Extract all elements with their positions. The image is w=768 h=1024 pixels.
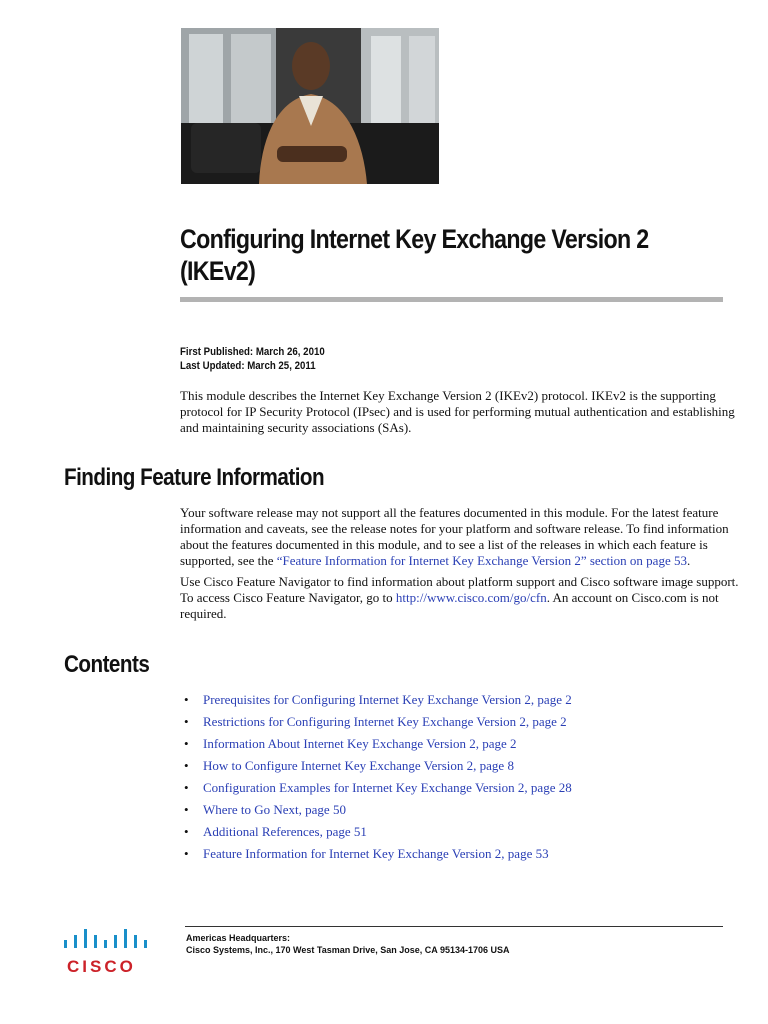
document-title: Configuring Internet Key Exchange Version 2 (IKEv2) <box>180 224 649 286</box>
finding-paragraph-2-text: Use Cisco Feature Navigator to find information about platform support and Cisco software image support. To access Cisco Feature Navigator, go to <box>180 574 739 605</box>
cisco-feature-navigator-link[interactable]: http://www.cisco.com/go/cfn <box>395 590 547 605</box>
contents-list <box>180 692 740 868</box>
contents-link-where-to-go-next[interactable]: Where to Go Next, page 50 <box>203 802 346 817</box>
bullet-icon: • <box>184 714 189 729</box>
finding-paragraph-1-text: Your software release may not support all the features documented in this module. For the latest feature information and caveats, see the release notes for your platform and software release. To find information about the features documented in this module, and to see a list of the releases in which each feature is supported, see the <box>180 505 729 568</box>
contents-link-configuration-examples[interactable]: Configuration Examples for Internet Key Exchange Version 2, page 28 <box>203 780 572 795</box>
finding-paragraph-1 <box>180 505 740 569</box>
footer-address-block <box>186 932 510 956</box>
bullet-icon: • <box>184 780 189 795</box>
contents-list-item <box>180 846 740 868</box>
finding-paragraph-2-end: . An account on Cisco.com is not required. <box>180 590 719 621</box>
bullet-icon: • <box>184 802 189 817</box>
contents-list-item <box>180 824 740 846</box>
publication-dates <box>180 345 325 373</box>
contents-link-information-about[interactable]: Information About Internet Key Exchange Version 2, page 2 <box>203 736 517 751</box>
contents-list-item <box>180 758 740 780</box>
contents-link-how-to-configure[interactable]: How to Configure Internet Key Exchange Version 2, page 8 <box>203 758 514 773</box>
last-updated: Last Updated: March 25, 2011 <box>180 360 316 372</box>
contents-link-feature-information[interactable]: Feature Information for Internet Key Exchange Version 2, page 53 <box>203 846 549 861</box>
contents-link-additional-references[interactable]: Additional References, page 51 <box>203 824 367 839</box>
first-published: First Published: March 26, 2010 <box>180 346 325 358</box>
finding-paragraph-2 <box>180 574 740 622</box>
bullet-icon: • <box>184 736 189 751</box>
bullet-icon: • <box>184 758 189 773</box>
bullet-icon: • <box>184 846 189 861</box>
bullet-icon: • <box>184 692 189 707</box>
hq-address: Cisco Systems, Inc., 170 West Tasman Drive, San Jose, CA 95134-1706 USA <box>186 945 510 955</box>
cover-photo <box>181 28 439 184</box>
feature-information-link[interactable]: “Feature Information for Internet Key Exchange Version 2” section on page 53 <box>276 553 687 568</box>
contents-link-prerequisites[interactable]: Prerequisites for Configuring Internet Key Exchange Version 2, page 2 <box>203 692 572 707</box>
contents-list-item <box>180 736 740 758</box>
intro-paragraph: This module describes the Internet Key Exchange Version 2 (IKEv2) protocol. IKEv2 is the supporting protocol for IP Security Protocol (IPsec) and is used for performing mutual authentication and establishing and maintaining security associations (SAs). <box>180 388 735 435</box>
contents-list-item <box>180 692 740 714</box>
cover-photo-illustration <box>181 28 439 184</box>
title-divider <box>180 297 723 302</box>
finding-paragraph-1-end: . <box>686 553 691 568</box>
hq-label: Americas Headquarters: <box>186 933 291 943</box>
bullet-icon: • <box>184 824 189 839</box>
contents-list-item <box>180 780 740 802</box>
contents-list-item <box>180 714 740 736</box>
section-heading-finding-feature-information: Finding Feature Information <box>64 464 325 491</box>
cisco-bars-icon <box>60 925 160 955</box>
footer-divider <box>185 926 723 927</box>
section-heading-contents: Contents <box>64 651 150 678</box>
contents-list-item <box>180 802 740 824</box>
contents-link-restrictions[interactable]: Restrictions for Configuring Internet Key Exchange Version 2, page 2 <box>203 714 567 729</box>
cisco-logo-wordmark: CISCO <box>67 957 136 976</box>
